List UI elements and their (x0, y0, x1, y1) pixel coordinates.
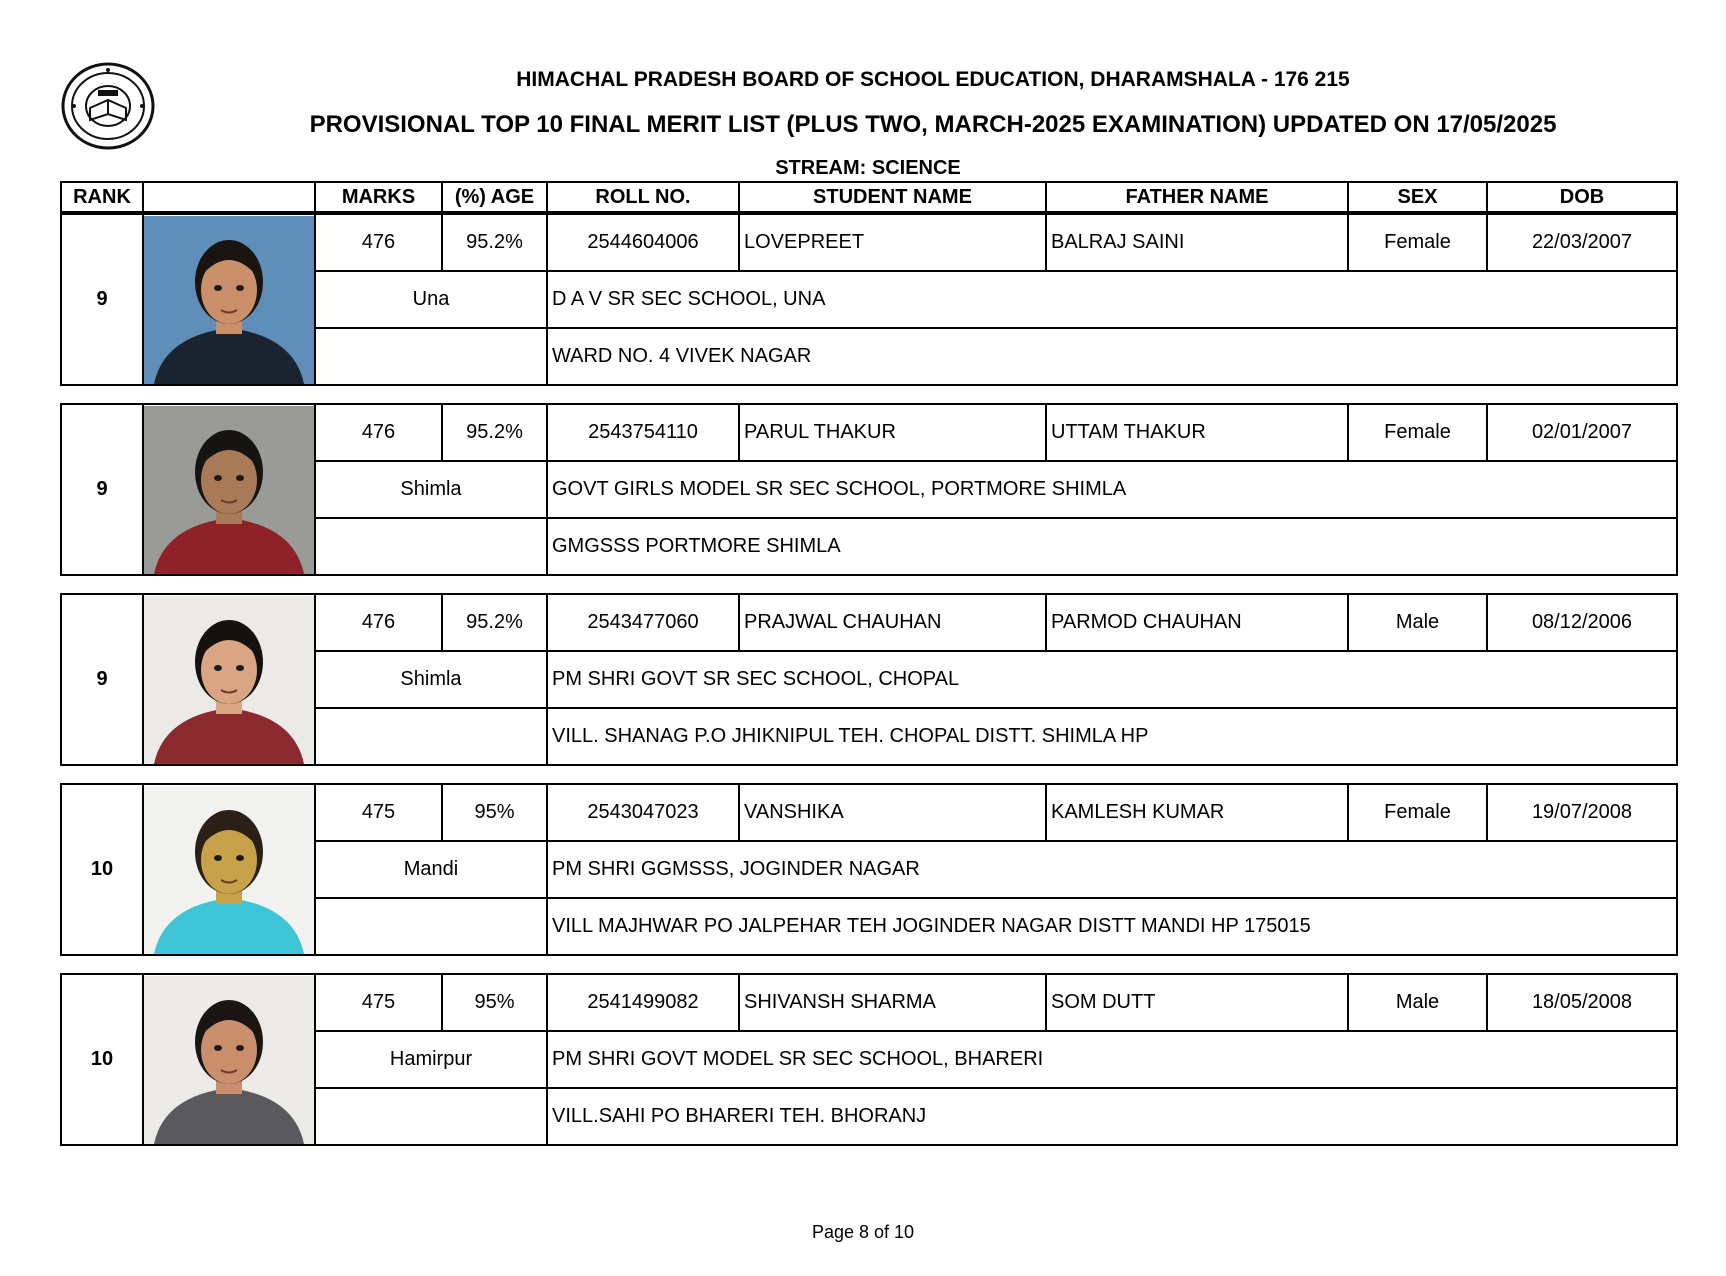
student-photo (143, 784, 315, 955)
school-cell: GOVT GIRLS MODEL SR SEC SCHOOL, PORTMORE SHIMLA (547, 461, 1677, 518)
father-name-cell: UTTAM THAKUR (1046, 404, 1348, 461)
roll-no-cell: 2543047023 (547, 784, 739, 841)
rank-cell: 10 (61, 974, 143, 1145)
student-name-cell: PARUL THAKUR (739, 404, 1046, 461)
empty-cell (315, 898, 547, 955)
district-cell: Hamirpur (315, 1031, 547, 1088)
empty-cell (315, 708, 547, 765)
student-record (60, 973, 1678, 1146)
column-header-row (60, 181, 1678, 213)
empty-cell (315, 1088, 547, 1145)
marks-cell: 476 (315, 404, 442, 461)
dob-cell: 08/12/2006 (1487, 594, 1677, 651)
empty-cell (315, 328, 547, 385)
student-photo (143, 594, 315, 765)
marks-cell: 475 (315, 974, 442, 1031)
district-cell: Shimla (315, 651, 547, 708)
roll-no-cell: 2544604006 (547, 214, 739, 271)
student-record (60, 783, 1678, 956)
empty-cell (315, 518, 547, 575)
district-cell: Una (315, 271, 547, 328)
stream-label: STREAM: SCIENCE (775, 157, 961, 179)
header-percentage: (%) AGE (442, 182, 547, 212)
roll-no-cell: 2543477060 (547, 594, 739, 651)
sex-cell: Female (1348, 784, 1487, 841)
address-cell: VILL MAJHWAR PO JALPEHAR TEH JOGINDER NAGAR DISTT MANDI HP 175015 (547, 898, 1677, 955)
rank-cell: 10 (61, 784, 143, 955)
address-cell: GMGSSS PORTMORE SHIMLA (547, 518, 1677, 575)
header-roll-no: ROLL NO. (547, 182, 739, 212)
school-cell: PM SHRI GGMSSS, JOGINDER NAGAR (547, 841, 1677, 898)
marks-cell: 475 (315, 784, 442, 841)
roll-no-cell: 2543754110 (547, 404, 739, 461)
address-cell: VILL.SAHI PO BHARERI TEH. BHORANJ (547, 1088, 1677, 1145)
header-sex: SEX (1348, 182, 1487, 212)
marks-cell: 476 (315, 214, 442, 271)
school-cell: PM SHRI GOVT SR SEC SCHOOL, CHOPAL (547, 651, 1677, 708)
percentage-cell: 95% (442, 974, 547, 1031)
marks-cell: 476 (315, 594, 442, 651)
rank-cell: 9 (61, 594, 143, 765)
student-name-cell: PRAJWAL CHAUHAN (739, 594, 1046, 651)
student-photo (143, 974, 315, 1145)
rank-cell: 9 (61, 404, 143, 575)
dob-cell: 22/03/2007 (1487, 214, 1677, 271)
rank-cell: 9 (61, 214, 143, 385)
header-father-name: FATHER NAME (1046, 182, 1348, 212)
header-photo (143, 182, 315, 212)
address-cell: VILL. SHANAG P.O JHIKNIPUL TEH. CHOPAL DISTT. SHIMLA HP (547, 708, 1677, 765)
address-cell: WARD NO. 4 VIVEK NAGAR (547, 328, 1677, 385)
header-rank: RANK (61, 182, 143, 212)
school-cell: D A V SR SEC SCHOOL, UNA (547, 271, 1677, 328)
father-name-cell: BALRAJ SAINI (1046, 214, 1348, 271)
percentage-cell: 95% (442, 784, 547, 841)
header-student-name: STUDENT NAME (739, 182, 1046, 212)
dob-cell: 18/05/2008 (1487, 974, 1677, 1031)
student-name-cell: VANSHIKA (739, 784, 1046, 841)
sex-cell: Female (1348, 214, 1487, 271)
percentage-cell: 95.2% (442, 404, 547, 461)
sex-cell: Female (1348, 404, 1487, 461)
sex-cell: Male (1348, 974, 1487, 1031)
father-name-cell: PARMOD CHAUHAN (1046, 594, 1348, 651)
percentage-cell: 95.2% (442, 594, 547, 651)
student-photo (143, 214, 315, 385)
page-number: Page 8 of 10 (811, 1222, 915, 1242)
page-title: PROVISIONAL TOP 10 FINAL MERIT LIST (PLUS TWO, MARCH-2025 EXAMINATION) UPDATED ON 17/05/2025 (309, 111, 1557, 138)
student-record (60, 213, 1678, 386)
sex-cell: Male (1348, 594, 1487, 651)
district-cell: Mandi (315, 841, 547, 898)
header-dob: DOB (1487, 182, 1677, 212)
father-name-cell: KAMLESH KUMAR (1046, 784, 1348, 841)
father-name-cell: SOM DUTT (1046, 974, 1348, 1031)
district-cell: Shimla (315, 461, 547, 518)
student-name-cell: LOVEPREET (739, 214, 1046, 271)
school-cell: PM SHRI GOVT MODEL SR SEC SCHOOL, BHARERI (547, 1031, 1677, 1088)
student-record (60, 593, 1678, 766)
roll-no-cell: 2541499082 (547, 974, 739, 1031)
dob-cell: 19/07/2008 (1487, 784, 1677, 841)
header-marks: MARKS (315, 182, 442, 212)
student-name-cell: SHIVANSH SHARMA (739, 974, 1046, 1031)
student-record (60, 403, 1678, 576)
dob-cell: 02/01/2007 (1487, 404, 1677, 461)
percentage-cell: 95.2% (442, 214, 547, 271)
student-photo (143, 404, 315, 575)
board-name: HIMACHAL PRADESH BOARD OF SCHOOL EDUCATION, DHARAMSHALA - 176 215 (516, 68, 1350, 91)
